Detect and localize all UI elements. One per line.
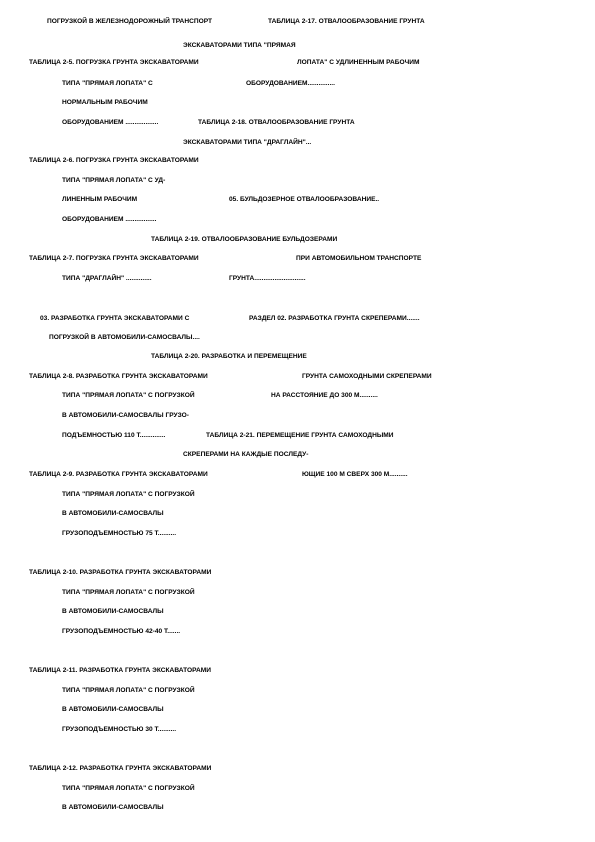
- toc-line: ТАБЛИЦА 2-17. ОТВАЛООБРАЗОВАНИЕ ГРУНТА: [268, 18, 425, 25]
- toc-line: В АВТОМОБИЛИ-САМОСВАЛЫ: [62, 608, 164, 615]
- toc-line: ТИПА "ДРАГЛАЙН" ..............: [62, 275, 152, 282]
- toc-line: ЛОПАТА" С УДЛИНЕННЫМ РАБОЧИМ: [297, 59, 420, 66]
- toc-line: ТИПА "ПРЯМАЯ ЛОПАТА" С ПОГРУЗКОЙ: [62, 687, 195, 694]
- toc-line: В АВТОМОБИЛИ-САМОСВАЛЫ: [62, 706, 164, 713]
- toc-line: ТИПА "ПРЯМАЯ ЛОПАТА" С УД-: [62, 177, 166, 184]
- toc-line: ТАБЛИЦА 2-6. ПОГРУЗКА ГРУНТА ЭКСКАВАТОРАМИ: [29, 157, 199, 164]
- toc-line: ТИПА "ПРЯМАЯ ЛОПАТА" С ПОГРУЗКОЙ: [62, 785, 195, 792]
- toc-line: 03. РАЗРАБОТКА ГРУНТА ЭКСКАВАТОРАМИ С: [40, 315, 190, 322]
- toc-line: ПОДЪЕМНОСТЬЮ 110 Т..............: [62, 432, 166, 439]
- toc-line: ТИПА "ПРЯМАЯ ЛОПАТА" С ПОГРУЗКОЙ: [62, 491, 195, 498]
- toc-line: ПОГРУЗКОЙ В ЖЕЛЕЗНОДОРОЖНЫЙ ТРАНСПОРТ: [47, 18, 213, 25]
- toc-line: РАЗДЕЛ 02. РАЗРАБОТКА ГРУНТА СКРЕПЕРАМИ.......: [249, 315, 420, 322]
- toc-line: ТАБЛИЦА 2-19. ОТВАЛООБРАЗОВАНИЕ БУЛЬДОЗЕРАМИ: [151, 236, 338, 243]
- toc-line: ЛИНЕННЫМ РАБОЧИМ: [62, 196, 138, 203]
- toc-line: ЮЩИЕ 100 М СВЕРХ 300 М..........: [302, 471, 408, 478]
- toc-line: ТАБЛИЦА 2-12. РАЗРАБОТКА ГРУНТА ЭКСКАВАТОРАМИ: [29, 765, 212, 772]
- toc-line: НОРМАЛЬНЫМ РАБОЧИМ: [62, 99, 148, 106]
- toc-line: ТИПА "ПРЯМАЯ ЛОПАТА" С ПОГРУЗКОЙ: [62, 589, 195, 596]
- toc-line: В АВТОМОБИЛИ-САМОСВАЛЫ: [62, 510, 164, 517]
- toc-line: ТАБЛИЦА 2-21. ПЕРЕМЕЩЕНИЕ ГРУНТА САМОХОДНЫМИ: [206, 432, 394, 439]
- toc-line: ГРУЗОПОДЪЕМНОСТЬЮ 30 Т..........: [62, 726, 177, 733]
- toc-line: 05. БУЛЬДОЗЕРНОЕ ОТВАЛООБРАЗОВАНИЕ..: [229, 196, 380, 203]
- toc-line: ЭКСКАВАТОРАМИ ТИПА "ПРЯМАЯ: [183, 42, 296, 49]
- toc-line: СКРЕПЕРАМИ НА КАЖДЫЕ ПОСЛЕДУ-: [183, 451, 309, 458]
- toc-line: ТАБЛИЦА 2-10. РАЗРАБОТКА ГРУНТА ЭКСКАВАТОРАМИ: [29, 569, 212, 576]
- toc-line: ОБОРУДОВАНИЕМ...............: [246, 80, 335, 87]
- toc-line: ЭКСКАВАТОРАМИ ТИПА "ДРАГЛАЙН"...: [183, 139, 312, 146]
- toc-line: ОБОРУДОВАНИЕМ ..................: [62, 119, 159, 126]
- toc-line: ТИПА "ПРЯМАЯ ЛОПАТА" С ПОГРУЗКОЙ: [62, 392, 195, 399]
- toc-line: ТАБЛИЦА 2-18. ОТВАЛООБРАЗОВАНИЕ ГРУНТА: [198, 119, 355, 126]
- toc-line: ГРУЗОПОДЪЕМНОСТЬЮ 75 Т..........: [62, 530, 177, 537]
- toc-line: ГРУНТА САМОХОДНЫМИ СКРЕПЕРАМИ: [302, 373, 432, 380]
- toc-line: ГРУНТА............................: [229, 275, 306, 282]
- toc-line: ТАБЛИЦА 2-20. РАЗРАБОТКА И ПЕРЕМЕЩЕНИЕ: [151, 353, 307, 360]
- toc-line: ОБОРУДОВАНИЕМ .................: [62, 216, 157, 223]
- toc-line: НА РАССТОЯНИЕ ДО 300 М..........: [271, 392, 378, 399]
- toc-line: ТИПА "ПРЯМАЯ ЛОПАТА" С: [62, 80, 153, 87]
- toc-line: ТАБЛИЦА 2-9. РАЗРАБОТКА ГРУНТА ЭКСКАВАТОРАМИ: [29, 471, 208, 478]
- toc-line: ТАБЛИЦА 2-5. ПОГРУЗКА ГРУНТА ЭКСКАВАТОРАМИ: [29, 59, 199, 66]
- toc-line: ТАБЛИЦА 2-7. ПОГРУЗКА ГРУНТА ЭКСКАВАТОРАМИ: [29, 255, 199, 262]
- toc-line: В АВТОМОБИЛИ-САМОСВАЛЫ: [62, 804, 164, 811]
- toc-line: ПРИ АВТОМОБИЛЬНОМ ТРАНСПОРТЕ: [296, 255, 422, 262]
- toc-line: ПОГРУЗКОЙ В АВТОМОБИЛИ-САМОСВАЛЫ....: [49, 334, 200, 341]
- toc-line: В АВТОМОБИЛИ-САМОСВАЛЫ ГРУЗО-: [62, 412, 189, 419]
- toc-line: ТАБЛИЦА 2-11. РАЗРАБОТКА ГРУНТА ЭКСКАВАТОРАМИ: [29, 667, 211, 674]
- toc-line: ТАБЛИЦА 2-8. РАЗРАБОТКА ГРУНТА ЭКСКАВАТОРАМИ: [29, 373, 208, 380]
- toc-line: ГРУЗОПОДЪЕМНОСТЬЮ 42-40 Т.......: [62, 628, 181, 635]
